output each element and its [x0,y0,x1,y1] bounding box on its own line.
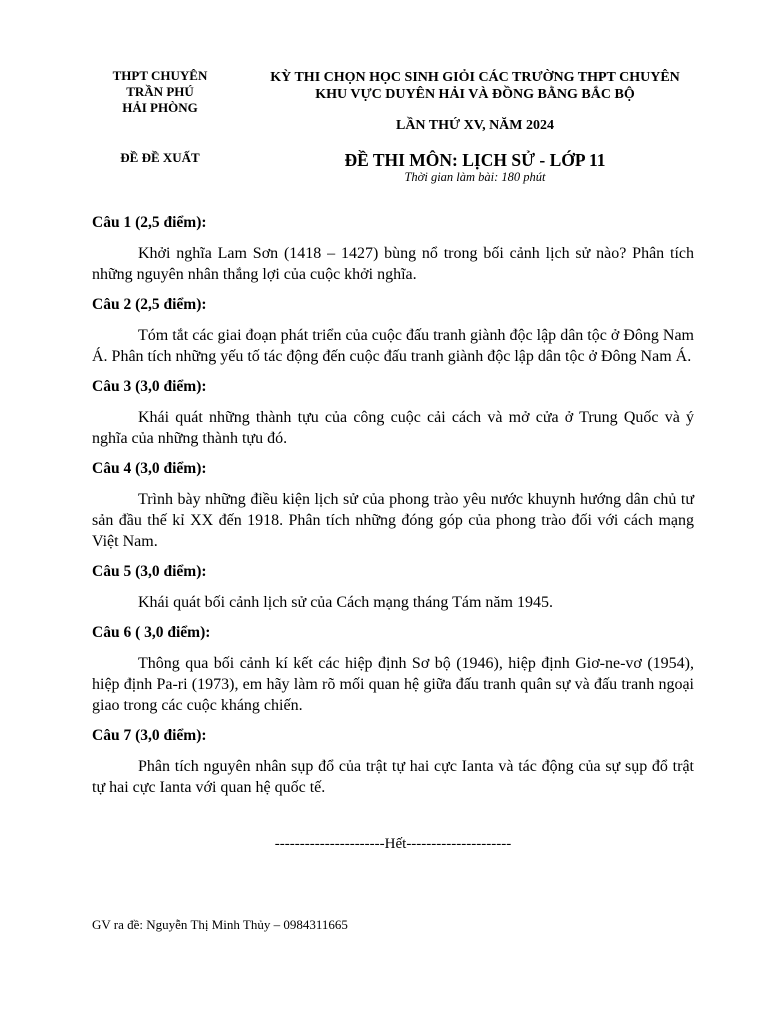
end-marker: ----------------------Hết--------------------- [274,836,512,852]
exam-duration: Thời gian làm bài: 180 phút [404,170,546,184]
question-item [92,212,694,285]
question-item [92,458,694,552]
exam-round: LẦN THỨ XV, NĂM 2024 [395,118,555,133]
school-line: TRẦN PHÚ [126,84,194,99]
question-item [92,622,694,716]
question-text: Tóm tắt các giai đoạn phát triển của cuộc đấu tranh giành độc lập dân tộc ở Đông Nam Á. Phân tích những yếu tố tác động đến cuộc đấu tranh giành độc lập dân tộc ở Đông Nam Á. [92,327,694,365]
author-footer: GV ra đề: Nguyễn Thị Minh Thủy – 0984311665 [92,917,348,932]
question-text: Phân tích nguyên nhân sụp đổ của trật tự hai cực Ianta và tác động của sự sụp đổ trật tự hai cực Ianta với quan hệ quốc tế. [92,758,694,796]
question-heading: Câu 3 (3,0 điểm): [92,378,207,395]
exam-title [238,69,712,103]
question-heading: Câu 4 (3,0 điểm): [92,460,207,477]
question-text: Thông qua bối cảnh kí kết các hiệp định Sơ bộ (1946), hiệp định Giơ-ne-vơ (1954), hiệp định Pa-ri (1973), em hãy làm rõ mối quan hệ giữa đấu tranh quân sự và đấu tranh ngoại giao trong các cuộc kháng chiến. [92,655,694,714]
exam-title-line: KỲ THI CHỌN HỌC SINH GIỎI CÁC TRƯỜNG THPT CHUYÊN [270,70,680,85]
question-item [92,294,694,367]
question-heading: Câu 6 ( 3,0 điểm): [92,624,211,641]
subject-title: ĐỀ THI MÔN: LỊCH SỬ - LỚP 11 [344,150,606,170]
question-heading: Câu 1 (2,5 điểm): [92,214,207,231]
question-list [92,212,694,807]
question-heading: Câu 2 (2,5 điểm): [92,296,207,313]
question-text: Khái quát bối cảnh lịch sử của Cách mạng tháng Tám năm 1945. [138,594,553,611]
school-name [92,68,228,116]
school-line: THPT CHUYÊN [112,68,208,83]
school-line: HẢI PHÒNG [122,100,198,115]
question-text: Trình bày những điều kiện lịch sử của phong trào yêu nước khuynh hướng dân chủ tư sản đầu thế kỉ XX đến 1918. Phân tích những đóng góp của phong trào đối với cách mạng Việt Nam. [92,491,694,550]
question-item [92,725,694,798]
exam-title-line: KHU VỰC DUYÊN HẢI VÀ ĐỒNG BẰNG BẮC BỘ [315,87,635,102]
question-item [92,376,694,449]
question-item [92,561,694,613]
question-text: Khởi nghĩa Lam Sơn (1418 – 1427) bùng nổ trong bối cảnh lịch sử nào? Phân tích những nguyên nhân thắng lợi của cuộc khởi nghĩa. [92,245,694,283]
question-heading: Câu 5 (3,0 điểm): [92,563,207,580]
question-heading: Câu 7 (3,0 điểm): [92,727,207,744]
question-text: Khái quát những thành tựu của công cuộc cải cách và mở cửa ở Trung Quốc và ý nghĩa của những thành tựu đó. [92,409,694,447]
proposal-label: ĐỀ ĐỀ XUẤT [120,150,200,165]
